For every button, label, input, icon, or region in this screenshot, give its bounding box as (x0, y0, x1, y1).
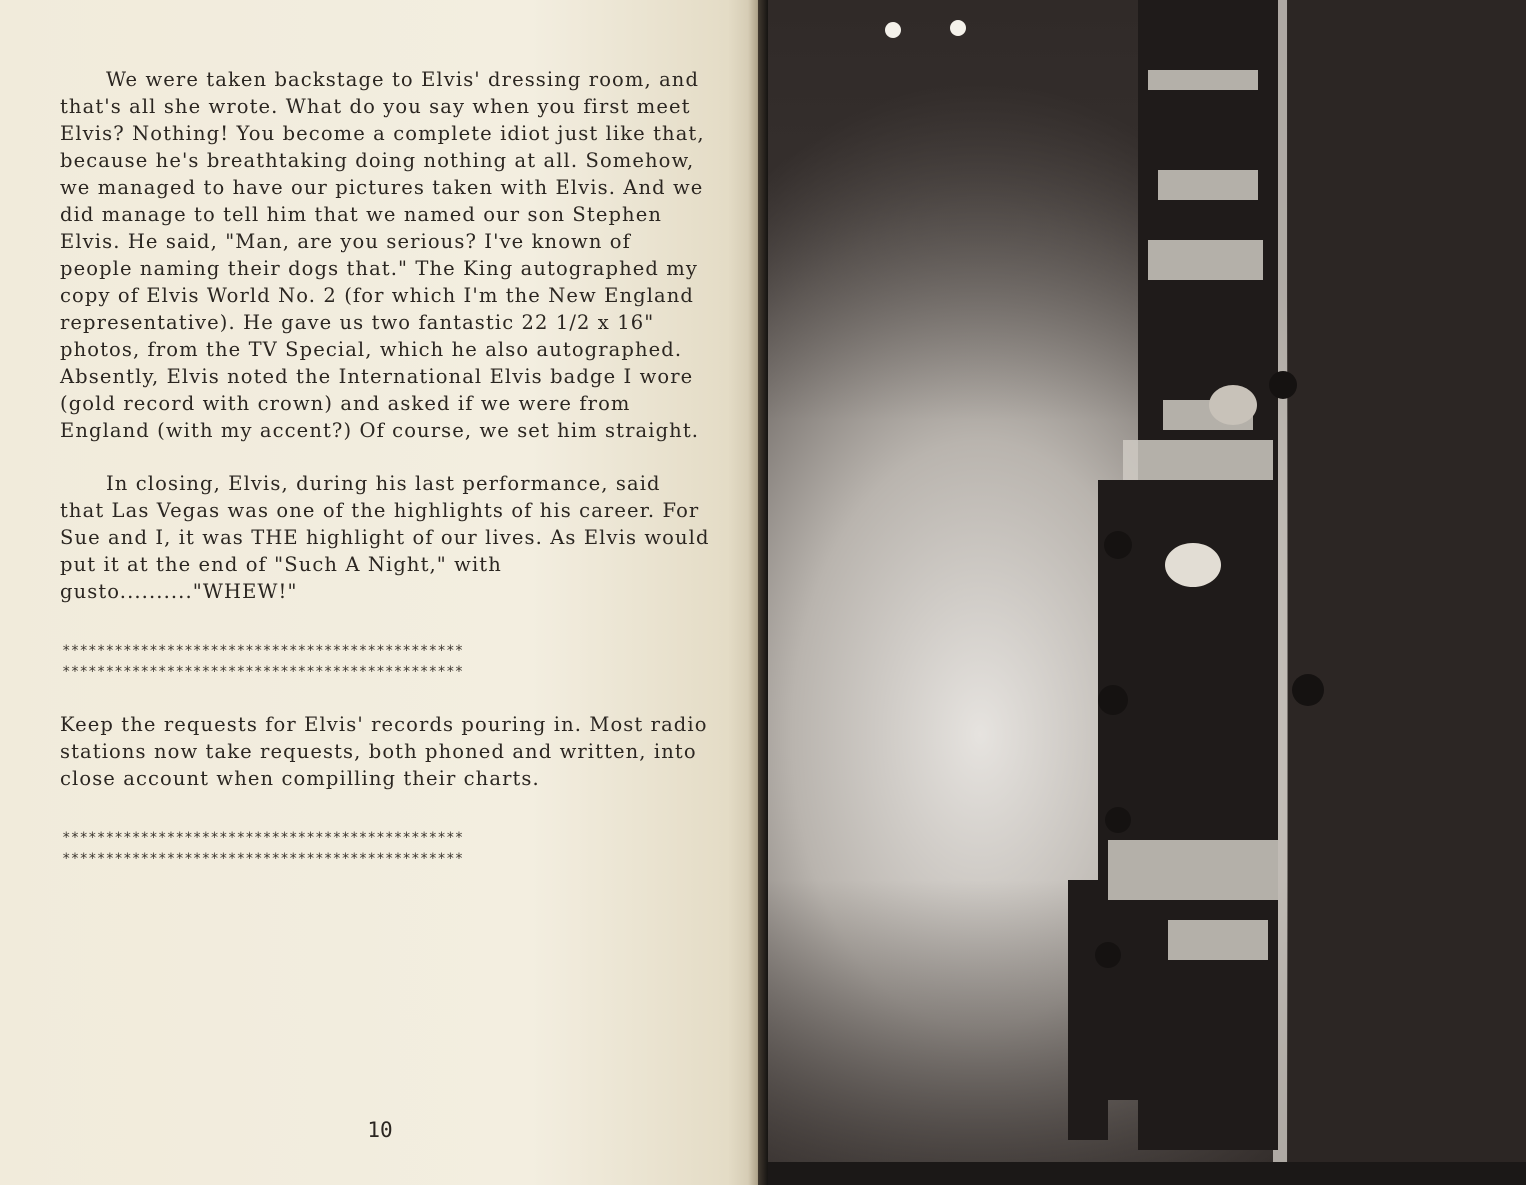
separator-block (60, 641, 710, 683)
concert-stage-photo (768, 0, 1526, 1185)
separator-block (60, 828, 710, 870)
separator-line: ********************************************** (62, 830, 464, 846)
paragraph-backstage: We were taken backstage to Elvis' dressing room, and that's all she wrote. What do you say when you first meet Elvis? Nothing! You become a complete idiot just like that, because he's breathtaking doing nothing at all. Somehow, we managed to have our pictures taken with Elvis. And we did manage to tell him that we named our son Stephen Elvis. He said, "Man, are you serious? I've known of people naming their dogs that." The King autographed my copy of Elvis World No. 2 (for which I'm the New England representative). He gave us two fantastic 22 1/2 x 16" photos, from the TV Special, which he also autographed. Absently, Elvis noted the International Elvis badge I wore (gold record with crown) and asked if we were from England (with my accent?) Of course, we set him straight. (60, 68, 705, 442)
right-page (758, 0, 1526, 1185)
book-gutter (748, 0, 768, 1185)
left-page (0, 0, 758, 1185)
separator-line: ********************************************** (62, 643, 464, 659)
paragraph-closing: In closing, Elvis, during his last performance, said that Las Vegas was one of the highlights of his career. For Sue and I, it was THE highlight of our lives. As Elvis would put it at the end of "Such A Night," with gusto.........."WHEW!" (60, 472, 710, 603)
article-text (60, 66, 710, 870)
paragraph-requests: Keep the requests for Elvis' records pouring in. Most radio stations now take requests, both phoned and written, into close account when compilling their charts. (60, 713, 708, 790)
separator-line: ********************************************** (62, 851, 464, 867)
page-number: 10 (367, 1118, 393, 1142)
separator-line: ********************************************** (62, 664, 464, 680)
